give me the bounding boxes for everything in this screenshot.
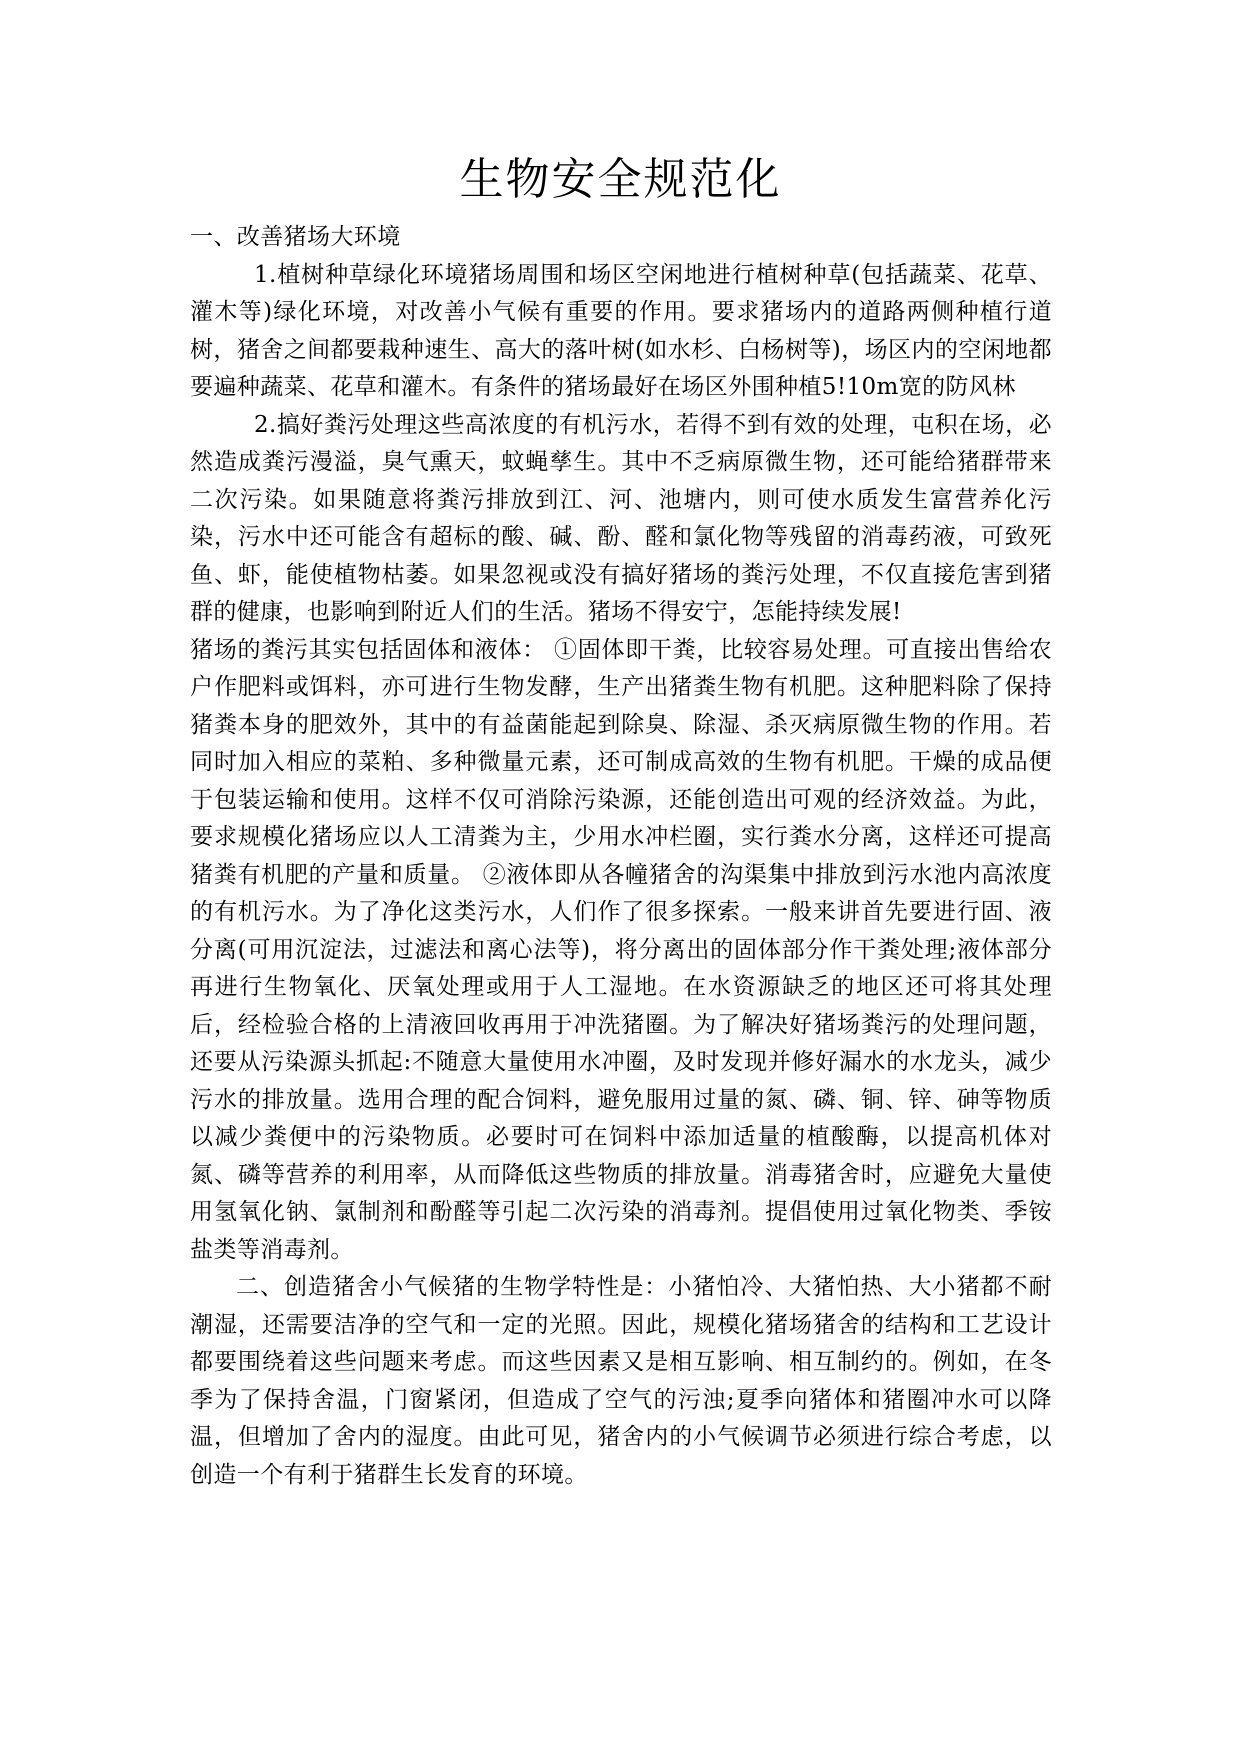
section-1-paragraph-1: 1.植树种草绿化环境猪场周围和场区空闲地进行植树种草(包括蔬菜、花草、灌木等)绿化环境，对改善小气候有重要的作用。要求猪场内的道路两侧种植行道树，猪舍之间都要栽种速生、高大的落叶树(如水杉、白杨树等)，场区内的空闲地都要遍种蔬菜、花草和灌木。有条件的猪场最好在场区外围种植5!10m宽的防风林 <box>190 261 1052 400</box>
section-1-heading: 一、改善猪场大环境 <box>190 224 401 250</box>
section-1-paragraph-3: 猪场的粪污其实包括固体和液体： ①固体即干粪，比较容易处理。可直接出售给农户作肥料或饵料，亦可进行生物发酵，生产出猪粪生物有机肥。这种肥料除了保持猪粪本身的肥效外，其中的有益菌能起到除臭、除湿、杀灭病原微生物的作用。若同时加入相应的菜粕、多种微量元素，还可制成高效的生物有机肥。干燥的成品便于包装运输和使用。这样不仅可消除污染源，还能创造出可观的经济效益。为此，要求规模化猪场应以人工清粪为主，少用水冲栏圈，实行粪水分离，这样还可提高猪粪有机肥的产量和质量。 ②液体即从各幢猪舍的沟渠集中排放到污水池内高浓度的有机污水。为了净化这类污水，人们作了很多探索。一般来讲首先要进行固、液分离(可用沉淀法，过滤法和离心法等)，将分离出的固体部分作干粪处理;液体部分再进行生物氧化、厌氧处理或用于人工湿地。在水资源缺乏的地区还可将其处理后，经检验合格的上清液回收再用于冲洗猪圈。为了解决好猪场粪污的处理问题，还要从污染源头抓起:不随意大量使用水冲圈，及时发现并修好漏水的水龙头，减少污水的排放量。选用合理的配合饲料，避免服用过量的氮、磷、铜、锌、砷等物质以减少粪便中的污染物质。必要时可在饲料中添加适量的植酸酶，以提高机体对氮、磷等营养的利用率，从而降低这些物质的排放量。消毒猪舍时，应避免大量使用氢氧化钠、氯制剂和酚醛等引起二次污染的消毒剂。提倡使用过氧化物类、季铵盐类等消毒剂。 <box>190 636 1052 1263</box>
section-2-paragraph: 二、创造猪舍小气候猪的生物学特性是：小猪怕冷、大猪怕热、大小猪都不耐潮湿，还需要洁净的空气和一定的光照。因此，规模化猪场猪舍的结构和工艺设计都要围绕着这些问题来考虑。而这些因素又是相互影响、相互制约的。例如，在冬季为了保持舍温，门窗紧闭，但造成了空气的污浊;夏季向猪体和猪圈冲水可以降温，但增加了舍内的湿度。由此可见，猪舍内的小气候调节必须进行综合考虑，以创造一个有利于猪群生长发育的环境。 <box>190 1274 1052 1488</box>
section-1-paragraph-2: 2.搞好粪污处理这些高浓度的有机污水，若得不到有效的处理，屯积在场，必然造成粪污漫溢，臭气熏天，蚊蝇孳生。其中不乏病原微生物，还可能给猪群带来二次污染。如果随意将粪污排放到江、河、池塘内，则可使水质发生富营养化污染，污水中还可能含有超标的酸、碱、酚、醛和氯化物等残留的消毒药液，可致死鱼、虾，能使植物枯萎。如果忽视或没有搞好猪场的粪污处理，不仅直接危害到猪群的健康，也影响到附近人们的生活。猪场不得安宁，怎能持续发展! <box>190 411 1052 625</box>
document-body <box>190 219 1052 1494</box>
document-title: 生物安全规范化 <box>459 154 782 205</box>
